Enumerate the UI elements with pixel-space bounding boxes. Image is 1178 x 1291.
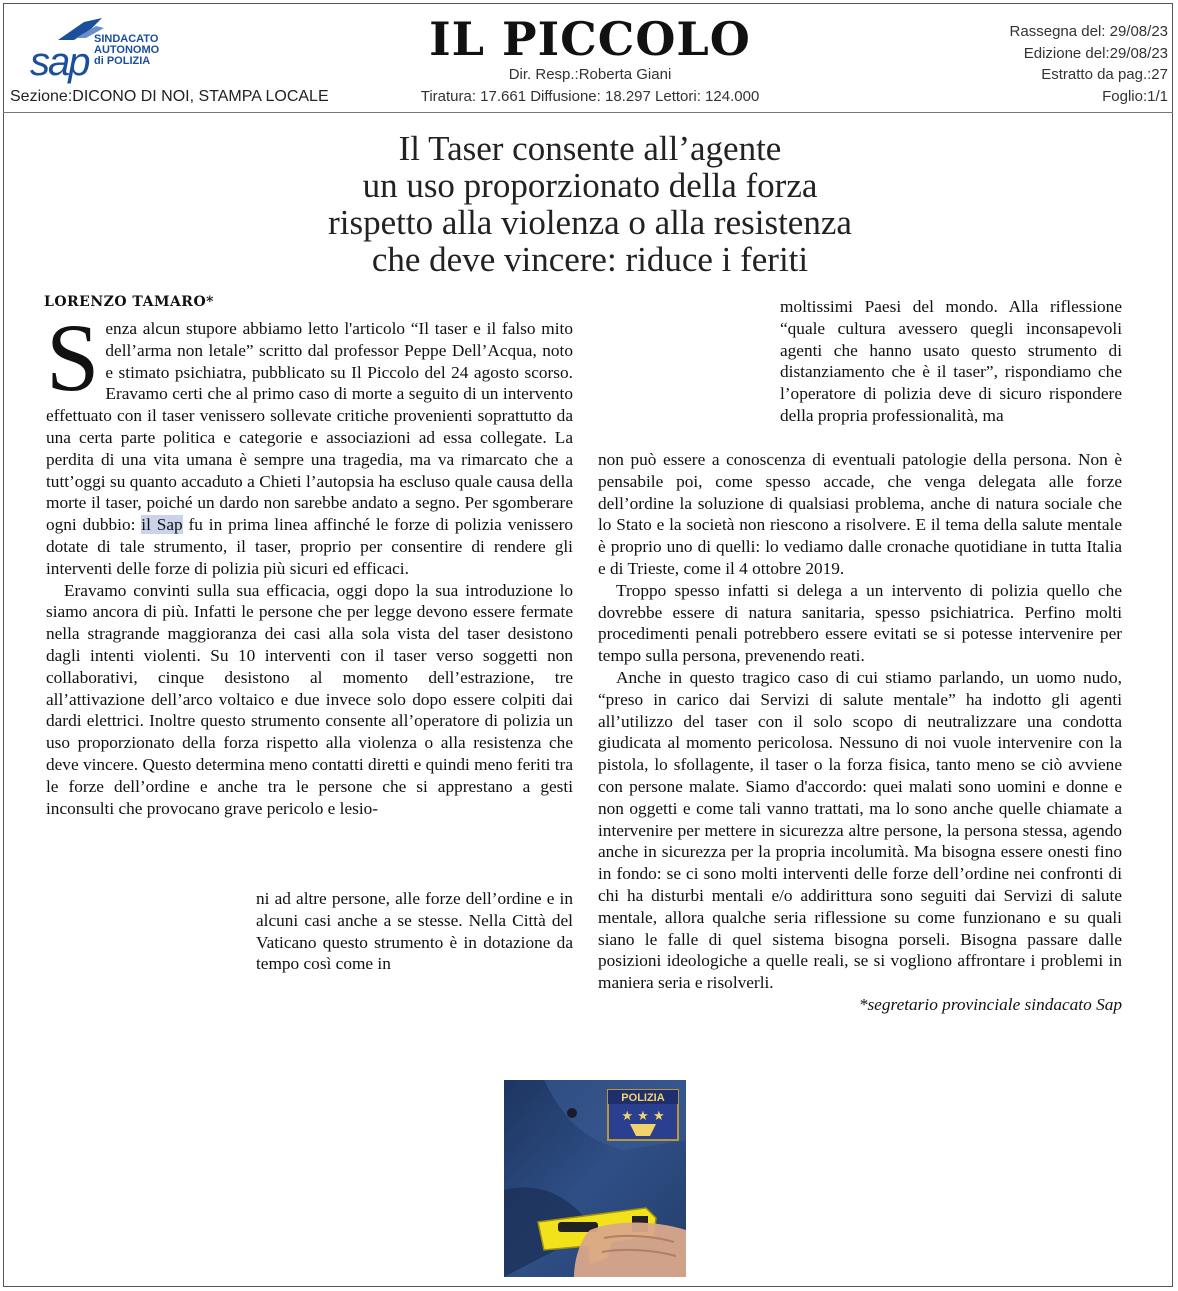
sap-logo-text: SINDACATO AUTONOMO di POLIZIA (94, 33, 160, 67)
sheet-number: Foglio:1/1 (1102, 88, 1168, 105)
paragraph-4: Troppo spesso infatti si delega a un intervento di polizia quello che dovrebbe essere di natura sanitaria, spesso psichiatrica. Perfino molti procedimenti penali potrebbero essere evitati se si potesse intervenire per tempo sulla persona, prevenendo reati. (598, 580, 1122, 666)
police-taser-photo (504, 1080, 686, 1277)
author-signature: *segretario provinciale sindacato Sap (858, 994, 1122, 1014)
sap-logo-mark: sap (30, 40, 89, 84)
paragraph-2: Eravamo convinti sulla sua efficacia, oggi dopo la sua introduzione lo siamo ancora di più. Infatti le persone che per legge devono essere fermate nella stragrande maggioranza dei casi alla sola vista del taser desistono dagli intenti violenti. Su 10 interventi con il taser verso soggetti non collaborativi, cinque desistono al momento dell’estrazione, tre all’attivazione dell’arco voltaico e due invece solo dopo essere colpiti dai dardi elettrici. Inoltre questo strumento consente all’operatore di polizia un uso proporzionato della forza rispetto alla violenza o alla resistenza che deve vincere. Questo determina meno contatti diretti e quindi meno feriti tra le forze dell’ordine e anche tra le persone che si apprestano a gesti inconsulti che provocano grave pericolo e lesio- (46, 580, 573, 818)
paragraph-5: Anche in questo tragico caso di cui stiamo parlando, un uomo nudo, “preso in carico dai Servizi di salute mentale” ha indotto gli agenti all’utilizzo del taser con il solo scopo di neutralizzare una condotta giudicata al momento pericolosa. Nessuno di noi vuole intervenire con la pistola, lo sfollagente, il taser o la forza fisica, tanto meno se ciò avviene con persone malate. Siamo d'accordo: quei malati sono uomini e donne e non oggetti e come tali vanno trattati, ma lo sono anche quelle chiamate a intervenire per mettere in sicurezza altre persone, la persona stessa, agendo anche in sicurezza per la propria incolumità. Ma bisogna essere onesti fino in fondo: se ci sono molti interventi delle forze dell’ordine nei confronti di chi ha disturbi mentali e/o addirittura sono seguiti dai Servizi di salute mentale, allora qualche seria riflessione su come funzionano e su quali siano le falle di quel sistema bisogna porseli. Bisogna passare dalle posizioni ideologiche a quelle reali, se si vogliono affrontare i problemi in maniera seria e risolverli. (598, 667, 1122, 993)
sap-logo (30, 14, 170, 84)
byline: LORENZO TAMARO* (44, 294, 214, 310)
polizia-patch (608, 1090, 678, 1140)
svg-text:★ ★ ★: ★ ★ ★ (621, 1109, 665, 1124)
article-column-right (598, 449, 1122, 1016)
rassegna-date: Rassegna del: 29/08/23 (1009, 23, 1168, 40)
highlighted-text: il Sap (141, 515, 183, 535)
paragraph-3-top: moltissimi Paesi del mondo. Alla riflessione “quale cultura avessero quegli inconsapevoli agenti che hanno usato questo strumento di distanziamento che è il taser”, rispondiamo che l’operatore di polizia deve di sicuro rispondere della propria professionalità, ma (780, 297, 1122, 425)
paragraph-1: Senza alcun stupore abbiamo letto l'articolo “Il taser e il falso mito dell’arma non letale” scritto dal professor Peppe Dell’Acqua, noto e stimato psichiatra, pubblicato su Il Piccolo del 24 agosto scorso. Eravamo certi che al primo caso di morte a seguito di un intervento effettuato con il taser venissero sollevate critiche provenienti soprattutto da una certa parte politica e categorie e associazioni ad essa collegate. La perdita di una vita umana è sempre una tragedia, ma va rimarcato che a tutt’oggi su quanto accaduto a Chieti l’autopsia ha escluso quale causa della morte il taser, poiché un dardo non sarebbe andato a segno. Per sgomberare ogni dubbio: il Sap fu in prima linea affinché le forze di polizia venissero dotate di tale strumento, il taser, proprio per consentire di rendere gli interventi delle forze di polizia più sicuri ed efficaci. (46, 304, 573, 578)
article-column-left (46, 304, 573, 819)
director: Dir. Resp.:Roberta Giani (508, 66, 672, 83)
section-label: Sezione:DICONO DI NOI, STAMPA LOCALE (10, 88, 329, 105)
paragraph-3: non può essere a conoscenza di eventuali patologie della persona. Non è pensabile poi, come spesso accade, che venga delegata alle forze dell’ordine la soluzione di qualsiasi problema, anche di natura sociale che lo Stato e la società non riescono a risolvere. E il tema della salute mentale è proprio uno di quelli: lo vediamo dalle cronache quotidiane in tutta Italia e di Trieste, come il 4 ottobre 2019. (598, 450, 1122, 578)
article-column-left-tail (256, 888, 573, 975)
edizione-date: Edizione del:29/08/23 (1023, 45, 1168, 62)
article-column-right-top (780, 296, 1122, 427)
circulation: Tiratura: 17.661 Diffusione: 18.297 Lettori: 124.000 (420, 88, 760, 105)
article-photo (504, 1080, 686, 1277)
page-extract: Estratto da pag.:27 (1041, 66, 1168, 83)
article-headline: Il Taser consente all’agente un uso proporzionato della forza rispetto alla violenza o alla resistenza che deve vincere: riduce i feriti (328, 129, 852, 279)
svg-text:POLIZIA: POLIZIA (621, 1092, 665, 1104)
clipping-header (0, 0, 1178, 112)
header-rule (3, 112, 1173, 113)
newspaper-masthead: IL PICCOLO (429, 12, 751, 66)
drop-cap: S (46, 304, 100, 411)
paragraph-2-tail: ni ad altre persone, alle forze dell’ordine e in alcuni casi anche a se stesse. Nella Città del Vaticano questo strumento è in dotazione da tempo così come in (256, 889, 573, 974)
